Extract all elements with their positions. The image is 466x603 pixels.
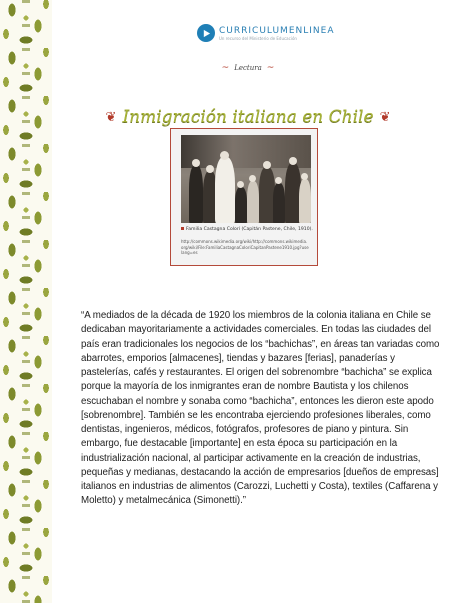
brand-text: [219, 26, 335, 41]
photo-card: [170, 128, 318, 266]
swirl-ornament-icon: ~: [266, 63, 275, 73]
section-label: Lectura: [234, 64, 262, 72]
floral-border-icon: [0, 0, 52, 603]
figure-source-link[interactable]: http://commons.wikimedia.org/wiki/http://commons.wikimedia.org/wiki/File:FamiliaCastagnaColoriCapitanPastene1910.jpg?uselang=es: [181, 239, 309, 256]
family-photo: [181, 135, 311, 223]
section-tag: [208, 62, 288, 74]
reading-text: “A mediados de la década de 1920 los miembros de la colonia italiana en Chile se dedicaban mayoritariamente a actividades comerciales. En todas las ciudades del país eran tradicionales los negocios de los “bachichas”, en áreas tan variadas como abarrotes, emporios [almacenes], tiendas y bazares [ferias], panaderías y pastelerías, cafés y restaurantes. El origen del sobrenombre “bachicha” se explica porque la mayoría de los inmigrantes eran de nombre Bautista y los chilenos escuchaban el nombre y sonaba como “bachicha”, entonces les dieron este apodo [sobrenombre]. También se les encontraba ejerciendo profesiones liberales, como dentistas, ingenieros, médicos, fotógrafos, profesores de piano y pintura. Sin embargo, fue destacable [importante] en esta época su participación en la industrialización nacional, al participar activamente en la creación de industrias, pequeñas y medianas, destacando la acción de empresarios [dueños de empresas] italianos en industrias de alimentos (Carozzi, Luchetti y Costa), textiles (Caffarena y Moletto) y metalmecánica (Simonetti).”: [81, 310, 440, 507]
title-row: [105, 104, 391, 130]
figure-caption: Familia Castagna Colorí (Capitán Pastene, Chile, 1910).: [181, 227, 317, 233]
swirl-ornament-icon: ❦: [379, 109, 391, 125]
page-title: Inmigración italiana en Chile: [122, 107, 374, 127]
play-logo-icon: [197, 24, 215, 42]
swirl-ornament-icon: ❦: [105, 109, 117, 125]
brand-logo[interactable]: [197, 22, 335, 44]
brand-name: CURRICULUMENLINEA: [219, 25, 335, 36]
brand-tagline: Un recurso del Ministerio de Educación: [219, 35, 297, 41]
swirl-ornament-icon: ~: [221, 63, 230, 73]
